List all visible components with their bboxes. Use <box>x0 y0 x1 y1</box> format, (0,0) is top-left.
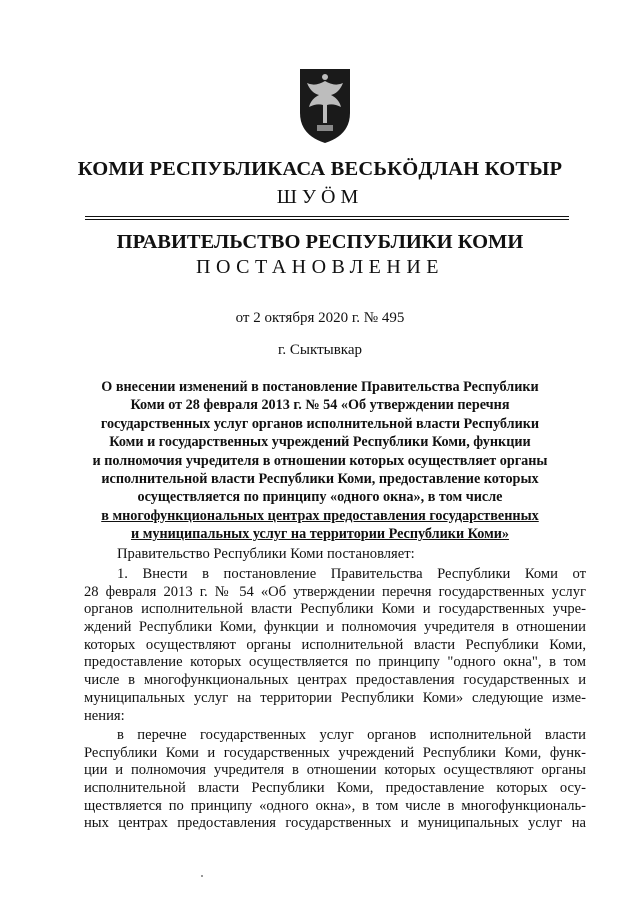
paragraph-line: которых осуществляют органы исполнительной власти Республики Коми, <box>84 636 586 653</box>
title-line: исполнительной власти Республики Коми, предоставление которых <box>101 471 539 488</box>
body-paragraph-2 <box>84 727 586 833</box>
paragraph-line: муниципальных услуг на территории Республики Коми» следующие изме- <box>84 689 586 706</box>
title-line: и муниципальных услуг на территории Республики Коми» <box>130 526 510 543</box>
body-intro <box>84 546 586 564</box>
document-date: от 2 октября 2020 г. № 495 <box>235 310 405 326</box>
title-line: Коми и государственных учреждений Республики Коми, функции <box>109 434 531 451</box>
body-paragraph-1 <box>84 566 586 725</box>
shuom-title: ШУӦМ <box>276 186 364 208</box>
komi-government-title: КОМИ РЕСПУБЛИКАСА ВЕСЬКӦДЛАН КОТЫР <box>77 158 563 180</box>
title-line: государственных услуг органов исполнительной власти Республики <box>100 415 540 432</box>
paragraph-line: числе в многофункциональных центрах предоставления государственных и <box>84 672 586 689</box>
paragraph-line: органов исполнительной власти Республики Коми и государственных учре- <box>84 601 586 618</box>
paragraph-line: ции и полномочия учредителя в отношении которых осуществляют органы <box>84 762 586 779</box>
document-type-title: ПОСТАНОВЛЕНИЕ <box>196 256 444 278</box>
komi-coat-of-arms-icon <box>297 67 353 145</box>
title-line: в многофункциональных центрах предоставления государственных <box>101 507 539 524</box>
title-line: Коми от 28 февраля 2013 г. № 54 «Об утверждении перечня <box>130 397 510 414</box>
paragraph-line: 1. Внести в постановление Правительства Республики Коми от <box>117 566 586 582</box>
title-line: осуществляется по принципу «одного окна», в том числе <box>137 489 503 506</box>
scan-speck <box>201 875 203 877</box>
paragraph-line: нения: <box>84 707 125 724</box>
paragraph-line: Республики Коми и государственных учреждений Республики Коми, функ- <box>84 744 586 761</box>
header-divider <box>85 216 569 217</box>
paragraph-line: предоставление которых осуществляется по принципу "одного окна", в том <box>84 654 586 671</box>
paragraph-line: ждений Республики Коми, функции и полномочия учредителя в отношении <box>84 619 586 636</box>
paragraph-line: 28 февраля 2013 г. № 54 «Об утверждении перечня государственных услуг <box>84 583 586 600</box>
title-line: и полномочия учредителя в отношении которых осуществляет органы <box>92 452 548 469</box>
document-city: г. Сыктывкар <box>277 342 363 358</box>
paragraph-line: в перечне государственных услуг органов исполнительной власти <box>117 727 586 743</box>
paragraph-line: ществляется по принципу «одного окна», в том числе в многофункциональ- <box>84 797 586 814</box>
resolution-title <box>60 378 580 544</box>
title-line: О внесении изменений в постановление Правительства Республики <box>101 379 539 395</box>
government-title: ПРАВИТЕЛЬСТВО РЕСПУБЛИКИ КОМИ <box>116 231 524 253</box>
paragraph-line: ных центрах предоставления государственных и муниципальных услуг на <box>84 815 586 832</box>
intro-paragraph: Правительство Республики Коми постановляет: <box>117 546 415 562</box>
header-divider-thin <box>85 219 569 220</box>
paragraph-line: исполнительной власти Республики Коми, предоставление которых осу- <box>84 780 586 797</box>
